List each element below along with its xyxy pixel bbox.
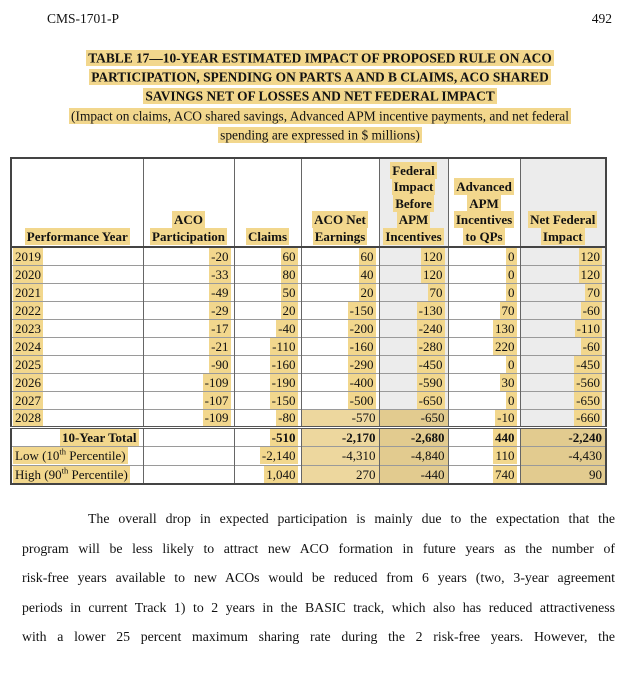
value-cell (520, 319, 606, 337)
value-cell (301, 247, 379, 265)
value-cell (379, 283, 448, 301)
row-label: 2020 (15, 266, 41, 282)
page-number: 492 (591, 11, 612, 26)
highlighted-text: (Impact on claims, ACO shared savings, Advanced APM incentive payments, and net federal (71, 108, 569, 124)
highlighted-text: -80 (278, 410, 296, 426)
highlighted-text: APM (469, 195, 499, 211)
value-cell (520, 265, 606, 283)
value-cell (143, 247, 234, 265)
header-line (450, 179, 519, 196)
page-header (0, 0, 640, 27)
row-label: 10-Year Total (61, 429, 137, 445)
row-label-cell (11, 283, 143, 301)
value-cell (143, 427, 234, 446)
highlighted-text: -500 (349, 392, 374, 408)
column-header-performance-year (11, 158, 143, 247)
column-header-advanced-apm-incentives-to-qps (448, 158, 520, 247)
value-cell (234, 319, 301, 337)
value-cell (234, 247, 301, 265)
value-cell (301, 265, 379, 283)
value-cell (379, 391, 448, 409)
highlighted-text: 130 (495, 320, 515, 336)
highlighted-text: -29 (211, 302, 229, 318)
highlighted-text: -560 (576, 374, 600, 390)
value-cell (448, 355, 520, 373)
value-cell (234, 301, 301, 319)
table-title-line-2 (0, 67, 640, 86)
header-line (381, 212, 447, 229)
highlighted-text: Impact (542, 228, 583, 244)
highlighted-text: 50 (282, 284, 296, 300)
highlighted-text: 740 (495, 466, 515, 482)
value-cell (143, 391, 234, 409)
highlighted-text: -240 (418, 320, 443, 336)
highlighted-text: -2,140 (261, 448, 296, 464)
value-cell (448, 427, 520, 446)
row-label-cell (11, 247, 143, 265)
value-cell (234, 355, 301, 373)
highlighted-text: SAVINGS NET OF LOSSES AND NET FEDERAL IMPACT (145, 88, 495, 104)
header-line (13, 229, 142, 246)
highlighted-text: -60 (582, 338, 600, 354)
row-label-cell (11, 373, 143, 391)
row-label: 2024 (15, 338, 41, 354)
highlighted-text: 1,040 (266, 466, 296, 482)
value-cell (143, 355, 234, 373)
value-cell (234, 446, 301, 465)
highlighted-text: to QPs (465, 228, 503, 244)
highlighted-text: Net Federal (530, 212, 596, 228)
header-line (381, 163, 447, 180)
value-cell (234, 409, 301, 427)
value-cell (301, 319, 379, 337)
table-body (11, 247, 606, 484)
value-cell (520, 373, 606, 391)
highlighted-text: 70 (501, 302, 515, 318)
highlighted-text: -650 (576, 392, 600, 408)
value-cell (234, 373, 301, 391)
table-row (11, 319, 606, 337)
highlighted-text: Impact (393, 179, 434, 195)
paragraph-line-4: periods in current Track 1) to 2 years in the BASIC track, which also has reduced attractiveness (22, 599, 615, 615)
value-cell (143, 465, 234, 484)
highlighted-text: ACO Net (314, 212, 366, 228)
value-cell (143, 446, 234, 465)
value-cell (234, 465, 301, 484)
table-row (11, 409, 606, 427)
row-label-cell (11, 319, 143, 337)
table-row (11, 301, 606, 319)
highlighted-text: -450 (418, 356, 443, 372)
highlighted-text: -40 (278, 320, 296, 336)
value-cell (520, 301, 606, 319)
value-cell (143, 337, 234, 355)
value-cell: -4,840 (379, 446, 448, 465)
table-row (11, 283, 606, 301)
highlighted-text: Claims (248, 228, 287, 244)
paragraph-line-3: risk-free years available to new ACOs would be reduced from 6 years (two, 3-year agreement (22, 570, 615, 586)
highlighted-text: Incentives (455, 212, 513, 228)
row-label: High (90th Percentile) (15, 465, 128, 482)
header-line (303, 229, 378, 246)
paragraph-line-2: program will be less likely to attract new ACO formation in future years as the number of (22, 540, 615, 556)
highlighted-text: PARTICIPATION, SPENDING ON PARTS A AND B CLAIMS, ACO SHARED (91, 69, 549, 85)
value-cell (143, 319, 234, 337)
value-cell (143, 409, 234, 427)
highlighted-text: 20 (360, 284, 374, 300)
row-label: Low (10th Percentile) (15, 446, 126, 464)
row-label: 2022 (15, 302, 41, 318)
value-cell (301, 301, 379, 319)
row-label-cell (11, 265, 143, 283)
highlighted-text: 0 (508, 248, 515, 264)
value-cell (520, 247, 606, 265)
highlighted-text: 0 (508, 356, 515, 372)
highlighted-text: 0 (508, 392, 515, 408)
value-cell (301, 355, 379, 373)
value-cell (234, 265, 301, 283)
highlighted-text: -110 (272, 338, 296, 354)
column-header-claims (234, 158, 301, 247)
highlighted-text: 120 (423, 248, 443, 264)
row-label: 2026 (15, 374, 41, 390)
value-cell (143, 373, 234, 391)
table-row (11, 355, 606, 373)
value-cell (448, 265, 520, 283)
value-cell (520, 391, 606, 409)
table-title-block (0, 48, 640, 145)
value-cell: 270 (301, 465, 379, 484)
value-cell (234, 391, 301, 409)
highlighted-text: 120 (580, 266, 600, 282)
value-cell (448, 391, 520, 409)
highlighted-text: 440 (495, 429, 515, 445)
value-cell: -4,430 (520, 446, 606, 465)
row-label-cell (11, 355, 143, 373)
highlighted-text: 30 (501, 374, 515, 390)
table-head (11, 158, 606, 247)
value-cell: -650 (379, 409, 448, 427)
value-cell (301, 283, 379, 301)
row-label: 2025 (15, 356, 41, 372)
table-header-row (11, 158, 606, 247)
value-cell (234, 337, 301, 355)
table-title-line-1 (0, 48, 640, 67)
highlighted-text: -130 (418, 302, 443, 318)
highlighted-text: -660 (576, 410, 600, 426)
highlighted-text: ACO (174, 212, 203, 228)
highlighted-text: -90 (211, 356, 229, 372)
highlighted-text: -400 (349, 374, 374, 390)
highlighted-text: -290 (349, 356, 374, 372)
highlighted-text: TABLE 17—10-YEAR ESTIMATED IMPACT OF PROPOSED RULE ON ACO (88, 50, 552, 65)
table-row (11, 265, 606, 283)
value-cell (234, 283, 301, 301)
value-cell (143, 283, 234, 301)
document-id: CMS-1701-P (47, 11, 120, 26)
value-cell (379, 301, 448, 319)
highlighted-text: -650 (418, 392, 443, 408)
highlighted-text: 120 (580, 248, 600, 264)
highlighted-text: -109 (204, 410, 229, 426)
highlighted-text: -200 (349, 320, 374, 336)
highlighted-text: 0 (508, 284, 515, 300)
impact-table (10, 157, 607, 485)
column-header-aco-net-earnings (301, 158, 379, 247)
header-line (450, 196, 519, 213)
row-label-cell (11, 301, 143, 319)
value-cell (448, 319, 520, 337)
value-cell (379, 265, 448, 283)
highlighted-text: -510 (271, 429, 296, 445)
row-label: 2028 (15, 410, 41, 426)
table-title-line-3 (0, 87, 640, 106)
value-cell (448, 373, 520, 391)
value-cell (448, 446, 520, 465)
value-cell: -2,240 (520, 427, 606, 446)
highlighted-text: 120 (423, 266, 443, 282)
highlighted-text: Advanced (456, 179, 512, 195)
highlighted-text: 80 (282, 266, 296, 282)
value-cell (379, 319, 448, 337)
table-subtitle-line-1 (0, 106, 640, 125)
value-cell (520, 283, 606, 301)
table-row (11, 427, 606, 446)
value-cell (448, 283, 520, 301)
highlighted-text: Participation (152, 228, 225, 244)
highlighted-text: -150 (271, 392, 296, 408)
value-cell (301, 391, 379, 409)
header-line (450, 229, 519, 246)
highlighted-text: -190 (271, 374, 296, 390)
table-subtitle-line-2 (0, 126, 640, 145)
value-cell (520, 409, 606, 427)
row-label-cell (11, 391, 143, 409)
highlighted-text: -280 (418, 338, 443, 354)
highlighted-text: -110 (576, 320, 600, 336)
highlighted-text: 70 (587, 284, 600, 300)
header-line (522, 229, 605, 246)
value-cell: -4,310 (301, 446, 379, 465)
highlighted-text: -160 (349, 338, 374, 354)
value-cell (143, 265, 234, 283)
highlighted-text: 20 (282, 302, 296, 318)
header-line (381, 229, 447, 246)
row-label-cell (11, 427, 143, 446)
row-label-cell (11, 337, 143, 355)
header-line (145, 229, 233, 246)
highlighted-text: -150 (349, 302, 374, 318)
value-cell (301, 373, 379, 391)
table-row (11, 247, 606, 265)
value-cell (301, 337, 379, 355)
value-cell: 90 (520, 465, 606, 484)
table-row (11, 465, 606, 484)
value-cell (448, 337, 520, 355)
highlighted-text: -49 (211, 284, 229, 300)
row-label: 2023 (15, 320, 41, 336)
row-label-cell (11, 446, 143, 465)
highlighted-text: Before (395, 195, 432, 211)
highlighted-text: -10 (497, 410, 515, 426)
header-line (522, 212, 605, 229)
value-cell (448, 409, 520, 427)
row-label-cell (11, 409, 143, 427)
highlighted-text: 60 (282, 248, 296, 264)
row-label: 2021 (15, 284, 41, 300)
highlighted-text: -109 (204, 374, 229, 390)
header-line (303, 212, 378, 229)
highlighted-text: 220 (495, 338, 515, 354)
header-line (450, 212, 519, 229)
paragraph-line-1: The overall drop in expected participation is mainly due to the expectation that the (88, 511, 615, 527)
highlighted-text: -60 (582, 302, 600, 318)
highlighted-text: APM (398, 212, 429, 228)
highlighted-text: Federal (392, 162, 435, 178)
column-header-aco-participation (143, 158, 234, 247)
highlighted-text: -160 (271, 356, 296, 372)
highlighted-text: -450 (576, 356, 600, 372)
header-line (381, 179, 447, 196)
column-header-net-federal-impact (520, 158, 606, 247)
highlighted-text: -33 (211, 266, 229, 282)
value-cell: -570 (301, 409, 379, 427)
highlighted-text: -590 (418, 374, 443, 390)
paragraph-line-5: with a lower 25 percent maximum sharing rate during the 2 risk-free years. However, the (22, 629, 615, 645)
highlighted-text: 110 (495, 448, 515, 464)
highlighted-text: -107 (204, 392, 229, 408)
value-cell (448, 247, 520, 265)
highlighted-text: Performance Year (26, 228, 128, 244)
highlighted-text: -20 (211, 248, 229, 264)
value-cell (234, 427, 301, 446)
highlighted-text: 0 (508, 266, 515, 282)
value-cell (143, 301, 234, 319)
row-label: 2019 (15, 248, 41, 264)
body-paragraph (22, 504, 615, 652)
row-label: 2027 (15, 392, 41, 408)
highlighted-text: spending are expressed in $ millions) (220, 127, 420, 143)
header-line (381, 196, 447, 213)
highlighted-text: -17 (211, 320, 229, 336)
value-cell (379, 337, 448, 355)
table-row (11, 446, 606, 465)
value-cell: -2,680 (379, 427, 448, 446)
row-label-cell (11, 465, 143, 484)
value-cell (379, 373, 448, 391)
value-cell (379, 247, 448, 265)
highlighted-text: 60 (360, 248, 374, 264)
value-cell (520, 355, 606, 373)
value-cell (379, 355, 448, 373)
highlighted-text: 70 (429, 284, 443, 300)
highlighted-text: -21 (211, 338, 229, 354)
column-header-federal-impact-before-apm-incentives (379, 158, 448, 247)
table-row (11, 337, 606, 355)
value-cell: -440 (379, 465, 448, 484)
highlighted-text: Incentives (385, 228, 442, 244)
value-cell (448, 301, 520, 319)
value-cell (448, 465, 520, 484)
value-cell: -2,170 (301, 427, 379, 446)
header-line (145, 212, 233, 229)
highlighted-text: Earnings (314, 228, 366, 244)
highlighted-text: 40 (360, 266, 374, 282)
table-row (11, 373, 606, 391)
header-line (236, 229, 300, 246)
value-cell (520, 337, 606, 355)
table-row (11, 391, 606, 409)
